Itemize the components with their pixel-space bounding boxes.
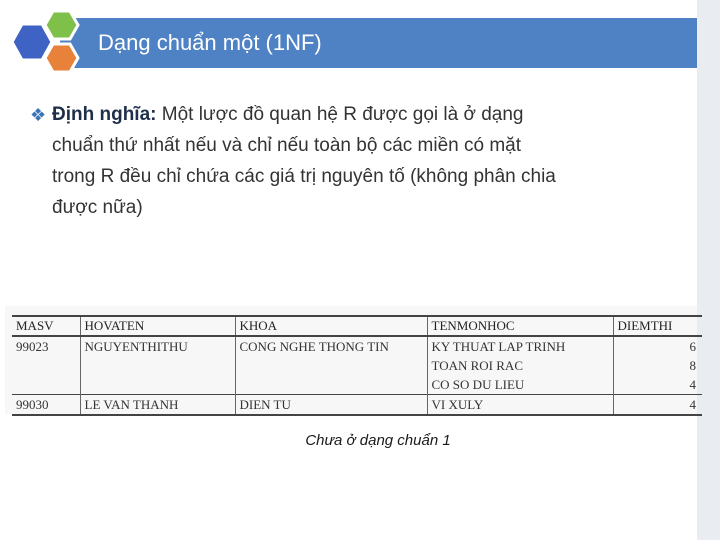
relation-table <box>12 315 702 416</box>
cell-diemthi: 6 <box>613 336 702 356</box>
orange-hexagon-icon <box>45 44 78 72</box>
cell-masv <box>12 356 80 375</box>
cell-khoa <box>235 375 427 395</box>
green-hexagon-icon <box>45 11 78 39</box>
definition-term: Định nghĩa: <box>52 104 157 125</box>
definition-line-1 <box>52 99 690 130</box>
definition-block <box>30 99 690 223</box>
relation-table-image <box>5 306 697 414</box>
caption-text: Chưa ở dạng chuẩn 1 <box>305 432 451 449</box>
definition-line-3: trong R đều chỉ chứa các giá trị nguyên tố (không phân chia <box>52 166 556 187</box>
cell-hovaten: NGUYENTHITHU <box>80 336 235 356</box>
table-caption <box>0 432 720 449</box>
cell-khoa: CONG NGHE THONG TIN <box>235 336 427 356</box>
definition-line-2: chuẩn thứ nhất nếu và chỉ nếu toàn bộ các miền có mặt <box>52 135 522 156</box>
diamond-bullet-icon: ❖ <box>30 105 47 125</box>
header-masv: MASV <box>12 316 80 336</box>
cell-hovaten: LE VAN THANH <box>80 395 235 416</box>
right-edge-strip <box>697 0 720 540</box>
table-header-row <box>12 316 702 336</box>
cell-tenmonhoc: CO SO DU LIEU <box>427 375 613 395</box>
cell-khoa <box>235 356 427 375</box>
cell-masv: 99030 <box>12 395 80 416</box>
cell-hovaten <box>80 375 235 395</box>
cell-masv: 99023 <box>16 338 49 354</box>
definition-line-4: được nữa) <box>52 197 143 218</box>
cell-tenmonhoc: TOAN ROI RAC <box>427 356 613 375</box>
slide-title: Dạng chuẩn một (1NF) <box>98 30 322 55</box>
hexagon-logo-icon <box>0 0 100 80</box>
table-row <box>12 395 702 416</box>
header-hovaten: HOVATEN <box>80 316 235 336</box>
cell-tenmonhoc: KY THUAT LAP TRINH <box>427 336 613 356</box>
header-tenmonhoc: TENMONHOC <box>427 316 613 336</box>
table-row <box>12 336 702 356</box>
cell-diemthi: 8 <box>613 356 702 375</box>
cell-diemthi: 4 <box>613 395 702 416</box>
cell-masv <box>12 375 80 395</box>
header-khoa: KHOA <box>235 316 427 336</box>
table-row <box>12 356 702 375</box>
cell-tenmonhoc: VI XULY <box>427 395 613 416</box>
cell-diemthi: 4 <box>613 375 702 395</box>
header-diemthi: DIEMTHI <box>613 316 702 336</box>
cell-khoa: DIEN TU <box>235 395 427 416</box>
table-row <box>12 375 702 395</box>
cell-hovaten <box>80 356 235 375</box>
definition-text: Một lược đồ quan hệ R được gọi là ở dạng <box>156 104 524 125</box>
